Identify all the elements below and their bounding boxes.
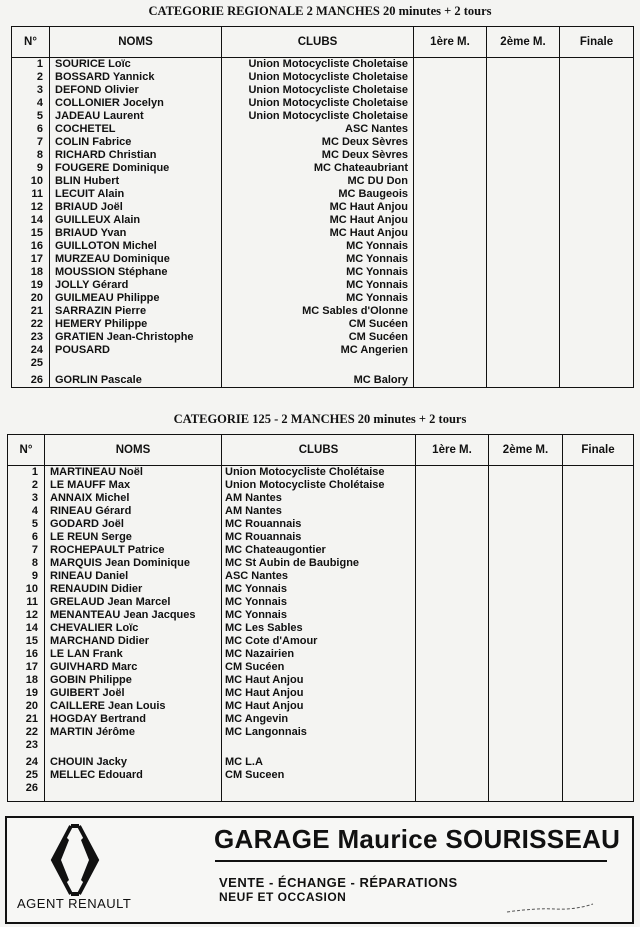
- row-number: 22: [25, 726, 38, 738]
- clubs-column: [222, 58, 414, 388]
- competitor-name: COLIN Fabrice: [55, 136, 132, 148]
- club-name: MC Langonnais: [225, 726, 307, 738]
- club-name: MC Yonnais: [346, 240, 408, 252]
- row-number: 26: [30, 374, 43, 386]
- renault-logo-icon: [41, 824, 121, 896]
- row-number: 9: [31, 570, 38, 582]
- row-number: 12: [25, 609, 38, 621]
- garage-name: GARAGE Maurice SOURISSEAU: [214, 824, 621, 854]
- competitor-name: GUILMEAU Philippe: [55, 292, 160, 304]
- competitor-name: CAILLERE Jean Louis: [50, 700, 166, 712]
- competitor-name: RENAUDIN Didier: [50, 583, 143, 595]
- competitor-name: CHEVALIER Loïc: [50, 622, 139, 634]
- competitor-name: GODARD Joël: [50, 518, 124, 530]
- club-name: MC L.A: [225, 756, 263, 768]
- competitor-name: MOUSSION Stéphane: [55, 266, 168, 278]
- row-number: 17: [25, 661, 38, 673]
- row-number: 10: [30, 175, 43, 187]
- col-header-clubs: CLUBS: [222, 435, 416, 466]
- club-name: MC Baugeois: [338, 188, 408, 200]
- competitor-name: GRELAUD Jean Marcel: [50, 596, 171, 608]
- row-number: 20: [30, 292, 43, 304]
- row-number: 6: [31, 531, 38, 543]
- services-line: VENTE - ÉCHANGE - RÉPARATIONS: [219, 875, 458, 890]
- competitor-name: GUIVHARD Marc: [50, 661, 138, 673]
- competitor-name: MELLEC Edouard: [50, 769, 143, 781]
- club-name: MC St Aubin de Baubigne: [225, 557, 360, 569]
- col-header-finale: Finale: [563, 435, 634, 466]
- col-header-clubs: CLUBS: [222, 27, 414, 58]
- row-number: 9: [36, 162, 43, 174]
- row-number: 14: [25, 622, 38, 634]
- row-number: 18: [30, 266, 43, 278]
- row-number: 20: [25, 700, 38, 712]
- col-header-1ere-manche: 1ère M.: [414, 27, 487, 58]
- names-column: [50, 58, 222, 388]
- club-name: MC Yonnais: [225, 596, 287, 608]
- row-number: 1: [31, 466, 38, 478]
- competitor-name: GUIBERT Joël: [50, 687, 125, 699]
- competitor-name: COCHETEL: [55, 123, 116, 135]
- club-name: MC Les Sables: [225, 622, 303, 634]
- neuf-occasion-line: NEUF ET OCCASION: [219, 890, 347, 904]
- club-name: Union Motocycliste Choletaise: [248, 97, 408, 109]
- competitor-name: MARTINEAU Noël: [50, 466, 143, 478]
- garage-advertisement: [5, 816, 634, 924]
- club-name: MC Deux Sèvres: [321, 136, 408, 148]
- club-name: MC Haut Anjou: [225, 687, 304, 699]
- col-header-noms: NOMS: [50, 27, 222, 58]
- competitor-name: JOLLY Gérard: [55, 279, 129, 291]
- competitor-name: RINEAU Gérard: [50, 505, 132, 517]
- col-header-num: N°: [12, 27, 50, 58]
- club-name: [222, 782, 415, 795]
- regional-results-table: [11, 26, 634, 388]
- club-name: MC Yonnais: [346, 292, 408, 304]
- section1-title: CATEGORIE REGIONALE 2 MANCHES 20 minutes + 2 tours: [148, 4, 492, 18]
- row-number: 3: [31, 492, 38, 504]
- manche2-column: [487, 58, 560, 388]
- row-number: 18: [25, 674, 38, 686]
- club-name: Union Motocycliste Cholétaise: [225, 466, 385, 478]
- manche1-column: [416, 466, 489, 802]
- club-name: CM Sucéen: [348, 331, 408, 343]
- row-number: 24: [25, 756, 38, 768]
- section2-title: CATEGORIE 125 - 2 MANCHES 20 minutes + 2 tours: [173, 412, 467, 426]
- club-name: CM Sucéen: [225, 661, 285, 673]
- names-column: [45, 466, 222, 802]
- row-number: 7: [31, 544, 38, 556]
- divider: [215, 860, 607, 862]
- competitor-name: [45, 739, 221, 752]
- clubs-column: [222, 466, 416, 802]
- row-number: 22: [30, 318, 43, 330]
- row-number: 21: [30, 305, 43, 317]
- club-name: CM Sucéen: [348, 318, 408, 330]
- competitor-name: JADEAU Laurent: [55, 110, 144, 122]
- row-number: 5: [36, 110, 43, 122]
- club-name: MC Deux Sèvres: [321, 149, 408, 161]
- club-name: MC Angevin: [225, 713, 289, 725]
- competitor-name: MARTIN Jérôme: [50, 726, 135, 738]
- col-header-num: N°: [8, 435, 45, 466]
- competitor-name: HEMERY Philippe: [55, 318, 148, 330]
- col-header-2eme-manche: 2ème M.: [489, 435, 563, 466]
- row-number: 21: [25, 713, 38, 725]
- club-name: AM Nantes: [225, 492, 282, 504]
- row-number: 1: [36, 58, 43, 70]
- row-number: 16: [30, 240, 43, 252]
- club-name: ASC Nantes: [225, 570, 288, 582]
- row-number: 16: [25, 648, 38, 660]
- club-name: MC Rouannais: [225, 531, 302, 543]
- club-name: CM Suceen: [225, 769, 285, 781]
- club-name: MC Haut Anjou: [329, 227, 408, 239]
- row-number: 25: [25, 769, 38, 781]
- row-number: 3: [36, 84, 43, 96]
- competitor-name: [50, 357, 221, 370]
- row-number: 7: [36, 136, 43, 148]
- club-name: MC Chateaugontier: [225, 544, 326, 556]
- competitor-name: GRATIEN Jean-Christophe: [55, 331, 194, 343]
- club-name: MC Yonnais: [346, 253, 408, 265]
- club-name: MC Balory: [353, 374, 408, 386]
- club-name: MC DU Don: [347, 175, 408, 187]
- row-number: 15: [30, 227, 43, 239]
- club-name: MC Yonnais: [225, 609, 287, 621]
- competitor-name: RICHARD Christian: [55, 149, 157, 161]
- competitor-name: BOSSARD Yannick: [55, 71, 155, 83]
- club-name: MC Haut Anjou: [329, 214, 408, 226]
- competitor-name: COLLONIER Jocelyn: [55, 97, 164, 109]
- club-name: MC Haut Anjou: [225, 700, 304, 712]
- row-number: 5: [31, 518, 38, 530]
- competitor-name: POUSARD: [55, 344, 111, 356]
- competitor-name: GUILLOTON Michel: [55, 240, 157, 252]
- row-number: 11: [26, 596, 38, 608]
- competitor-name: GOBIN Philippe: [50, 674, 132, 686]
- row-number: 2: [36, 71, 43, 83]
- club-name: Union Motocycliste Cholétaise: [225, 479, 385, 491]
- competitor-name: LE REUN Serge: [50, 531, 132, 543]
- col-header-2eme-manche: 2ème M.: [487, 27, 560, 58]
- competitor-name: BRIAUD Yvan: [55, 227, 127, 239]
- manche2-column: [489, 466, 563, 802]
- row-number: 8: [36, 149, 43, 161]
- pen-scribble-mark: [505, 900, 595, 916]
- club-name: MC Yonnais: [225, 583, 287, 595]
- competitor-name: BLIN Hubert: [55, 175, 120, 187]
- competitor-name: MARQUIS Jean Dominique: [50, 557, 190, 569]
- row-number: 15: [25, 635, 38, 647]
- club-name: MC Nazairien: [225, 648, 295, 660]
- competitor-name: MARCHAND Didier: [50, 635, 149, 647]
- number-column: [12, 58, 50, 388]
- competitor-name: LE LAN Frank: [50, 648, 123, 660]
- club-name: MC Yonnais: [346, 266, 408, 278]
- club-name: Union Motocycliste Choletaise: [248, 84, 408, 96]
- row-number: 6: [36, 123, 43, 135]
- competitor-name: MURZEAU Dominique: [55, 253, 170, 265]
- competitor-name: LECUIT Alain: [55, 188, 125, 200]
- row-number: 14: [30, 214, 43, 226]
- club-name: MC Yonnais: [346, 279, 408, 291]
- row-number: 10: [25, 583, 38, 595]
- row-number: 4: [36, 97, 43, 109]
- competitor-name: ANNAIX Michel: [50, 492, 130, 504]
- club-name: ASC Nantes: [345, 123, 408, 135]
- row-number: 2: [31, 479, 38, 491]
- club-name: MC Haut Anjou: [225, 674, 304, 686]
- competitor-name: DEFOND Olivier: [55, 84, 139, 96]
- col-header-finale: Finale: [560, 27, 634, 58]
- competitor-name: CHOUIN Jacky: [50, 756, 128, 768]
- row-number: 8: [31, 557, 38, 569]
- row-number: 4: [31, 505, 38, 517]
- competitor-name: GUILLEUX Alain: [55, 214, 141, 226]
- club-name: [222, 357, 413, 370]
- row-number: 23: [25, 739, 38, 751]
- competitor-name: LE MAUFF Max: [50, 479, 131, 491]
- finale-column: [560, 58, 634, 388]
- competitor-name: BRIAUD Joël: [55, 201, 123, 213]
- manche1-column: [414, 58, 487, 388]
- club-name: MC Chateaubriant: [313, 162, 408, 174]
- club-name: AM Nantes: [225, 505, 282, 517]
- row-number: 26: [25, 782, 38, 794]
- club-name: MC Sables d'Olonne: [302, 305, 408, 317]
- competitor-name: SOURICE Loïc: [55, 58, 131, 70]
- competitor-name: GORLIN Pascale: [55, 374, 142, 386]
- competitor-name: ROCHEPAULT Patrice: [50, 544, 165, 556]
- competitor-name: HOGDAY Bertrand: [50, 713, 146, 725]
- competitor-name: [45, 782, 221, 795]
- agent-renault-label: AGENT RENAULT: [17, 896, 132, 911]
- row-number: 19: [30, 279, 43, 291]
- row-number: 19: [25, 687, 38, 699]
- competitor-name: MENANTEAU Jean Jacques: [50, 609, 196, 621]
- club-name: Union Motocycliste Choletaise: [248, 110, 408, 122]
- club-name: Union Motocycliste Choletaise: [248, 58, 408, 70]
- row-number: 12: [30, 201, 43, 213]
- cat125-results-table: [7, 434, 634, 802]
- col-header-noms: NOMS: [45, 435, 222, 466]
- number-column: [8, 466, 45, 802]
- competitor-name: FOUGERE Dominique: [55, 162, 170, 174]
- row-number: 24: [30, 344, 43, 356]
- club-name: [222, 739, 415, 752]
- row-number: 25: [30, 357, 43, 369]
- club-name: Union Motocycliste Choletaise: [248, 71, 408, 83]
- competitor-name: SARRAZIN Pierre: [55, 305, 147, 317]
- competitor-name: RINEAU Daniel: [50, 570, 129, 582]
- row-number: 23: [30, 331, 43, 343]
- col-header-1ere-manche: 1ère M.: [416, 435, 489, 466]
- row-number: 11: [31, 188, 43, 200]
- finale-column: [563, 466, 634, 802]
- club-name: MC Haut Anjou: [329, 201, 408, 213]
- club-name: MC Rouannais: [225, 518, 302, 530]
- row-number: 17: [30, 253, 43, 265]
- club-name: MC Angerien: [340, 344, 408, 356]
- club-name: MC Cote d'Amour: [225, 635, 318, 647]
